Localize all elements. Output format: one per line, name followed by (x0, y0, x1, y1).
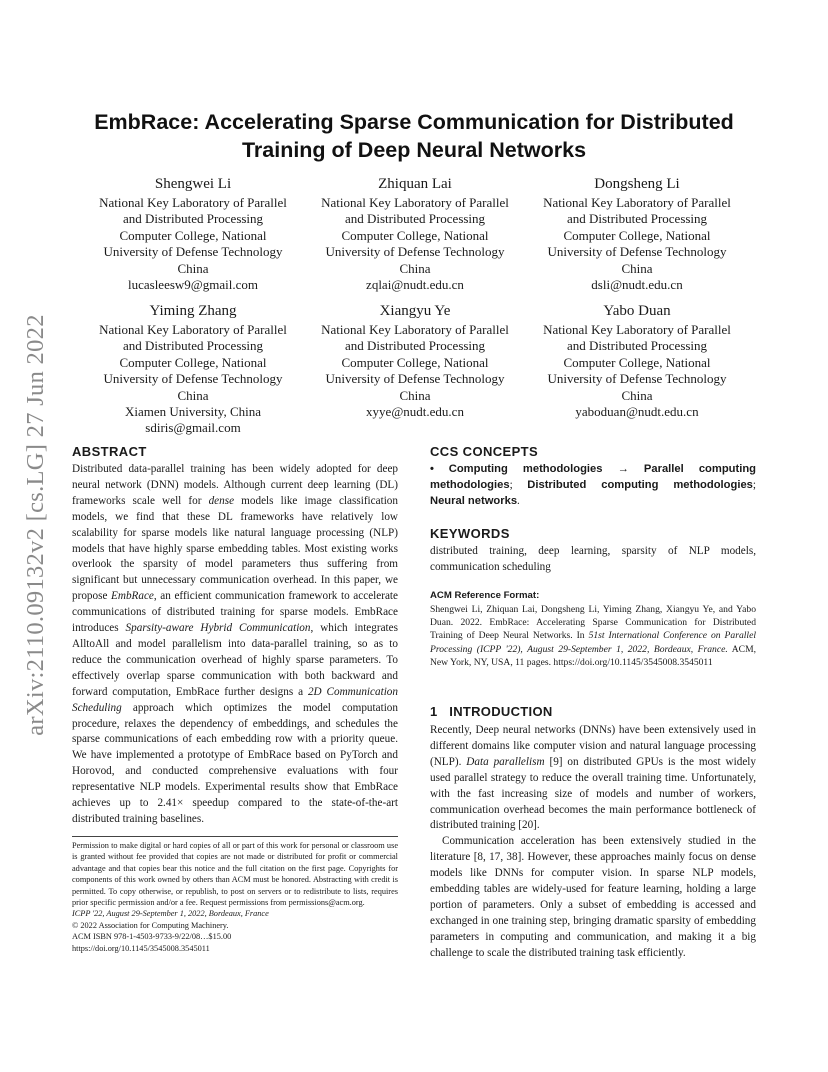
permission-notice: Permission to make digital or hard copies of all or part of this work for personal or classroom use is granted without fee provided that copies are not made or distributed for profit or commercial advantage and that copies bear this notice and the full citation on the first page. Copyrights for components of this work owned by others than ACM must be honored. Abstracting with credit is permitted. To copy otherwise, or republish, to post on servers or to redistribute to lists, requires prior specific permission and/or a fee. Request permissions from permissions@acm.org. ICPP '22, August 29-September 1, 2022, Bordeaux, France © 2022 Association for Computing Machinery. ACM ISBN 978-1-4503-9733-9/22/08…$15.00 https://doi.org/10.1145/3545008.3545011 (72, 841, 398, 953)
doi-link[interactable]: https://doi.org/10.1145/3545008.3545011 (72, 943, 210, 953)
italic-text: 2D Communication Scheduling (72, 685, 398, 714)
italic-text: Sparsity-aware Hybrid Communication (125, 622, 311, 635)
abstract-paragraph (72, 462, 398, 828)
author-name: Yabo Duan (603, 303, 671, 319)
text-run: models like image classification models, we find that these DL frameworks have relatively low scalability for sparse models like natural language processing (NLP) models that have highly sparse embedding tables. Most existing works overlook the sparsity of model parameters thus suffering from significant but unnecessary communication overhead. In this paper, we propose (72, 494, 398, 603)
text-run: Recently, Deep neural networks (DNNs) have been extensively used in different domains like computer vision and natural language processing (NLP). (430, 724, 756, 768)
author-block: Yabo Duan National Key Laboratory of Parallel and Distributed Processing Computer College, National University of Defense Technology China yaboduan@nudt.edu.cn (526, 301, 748, 420)
bold-text: Computing methodologies → Parallel computing methodologies (430, 463, 757, 491)
footnote-rule (72, 836, 398, 837)
keywords-text: distributed training, deep learning, sparsity of NLP models, communication scheduling (430, 545, 756, 573)
keywords-heading: KEYWORDS (430, 526, 510, 541)
isbn-line: ACM ISBN 978-1-4503-9733-9/22/08…$15.00 (72, 932, 232, 942)
text-run: ACM, New York, NY, USA, 11 pages. https://doi.org/10.1145/3545008.3545011 (430, 643, 756, 668)
text-run: Communication acceleration has been extensively studied in the literature [8, 17, 38]. However, these approaches mainly focus on dense models like DNNs for computer vision. In sparse NLP models, embedding tables are widely-used for feature learning, holding a large portion of parameters. Only a subset of embedding is accessed and exchanged in one training step, bringing dramatic sparsity of embedding parameters in computing and communication, and making it a big challenge to scale the distributed training task efficiently. (430, 835, 756, 959)
copyright-line: © 2022 Association for Computing Machinery. (72, 920, 229, 930)
venue-line: ICPP '22, August 29-September 1, 2022, Bordeaux, France (72, 909, 269, 919)
author-email[interactable]: yaboduan@nudt.edu.cn (575, 404, 699, 420)
author-email[interactable]: dsli@nudt.edu.cn (591, 277, 683, 293)
author-name: Zhiquan Lai (378, 176, 452, 192)
italic-text: dense (208, 494, 235, 507)
section-number: 1 (430, 704, 438, 719)
abstract-text (72, 462, 398, 828)
author-name: Shengwei Li (154, 176, 232, 192)
text-run: , which integrates AlltoAll and model parallelism into data-parallel training, so as to reduce the communication overhead of highly sparse parameters. To effectively overlap sparse communication with both backward and forward computation, EmbRace further designs a (72, 622, 398, 698)
text-run: [9] on distributed GPUs is the most widely used parallel strategy to reduce the overall training time. Unfortunately, with the fast increasing size of models and number of workers, communication overhead becomes the main performance bottleneck of distributed training [20]. (430, 755, 757, 832)
text-run: , an efficient communication framework to accelerate communications of distributed training for sparse models. EmbRace introduces (72, 590, 399, 635)
author-email[interactable]: xyye@nudt.edu.cn (366, 404, 464, 420)
bold-text: Neural networks (430, 494, 518, 507)
intro-paragraph (430, 723, 756, 834)
author-name: Xiangyu Ye (379, 303, 451, 319)
author-name: Dongsheng Li (594, 176, 680, 192)
author-email[interactable]: lucasleesw9@gmail.com (127, 277, 259, 293)
intro-text (430, 723, 756, 962)
ccs-text (430, 462, 756, 510)
abstract-heading: ABSTRACT (72, 444, 147, 459)
text-run: . (517, 494, 520, 507)
author-block: Zhiquan Lai National Key Laboratory of Parallel and Distributed Processing Computer College, National University of Defense Technology China zqlai@nudt.edu.cn (304, 174, 526, 293)
bold-text: Distributed computing methodologies (527, 478, 753, 491)
author-email[interactable]: sdiris@gmail.com (145, 420, 241, 436)
intro-heading (430, 704, 553, 719)
arxiv-stamp: arXiv:2110.09132v2 [cs.LG] 27 Jun 2022 (22, 314, 49, 736)
author-block: Dongsheng Li National Key Laboratory of Parallel and Distributed Processing Computer College, National University of Defense Technology China dsli@nudt.edu.cn (526, 174, 748, 293)
paper-title (80, 108, 748, 164)
text-run: Shengwei Li, Zhiquan Lai, Dongsheng Li, Yiming Zhang, Xiangyu Ye, and Yabo Duan. 2022. EmbRace: Accelerating Sparse Communication for Distributed Training of Deep Neural Networks. In (430, 604, 756, 642)
author-block: Xiangyu Ye National Key Laboratory of Parallel and Distributed Processing Computer College, National University of Defense Technology China xyye@nudt.edu.cn (304, 301, 526, 420)
author-email[interactable]: zqlai@nudt.edu.cn (366, 277, 464, 293)
text-run: ; (509, 478, 528, 491)
italic-text: Data parallelism (466, 755, 545, 768)
author-block: Yiming Zhang National Key Laboratory of Parallel and Distributed Processing Computer College, National University of Defense Technology China Xiamen University, China sdiris@gmail.com (82, 301, 304, 437)
title-line-2: Training of Deep Neural Networks (241, 138, 587, 162)
title-line-1: EmbRace: Accelerating Sparse Communication for Distributed (94, 110, 734, 134)
author-name: Yiming Zhang (149, 303, 237, 319)
ccs-heading: CCS CONCEPTS (430, 444, 539, 459)
author-block: Shengwei Li National Key Laboratory of Parallel and Distributed Processing Computer College, National University of Defense Technology China lucasleesw9@gmail.com (82, 174, 304, 293)
text-run: Distributed data-parallel training has been widely adopted for deep neural network (DNN) models. Although current deep learning (DL) frameworks scale well for (72, 463, 398, 507)
bullet: • (430, 463, 434, 475)
text-run: ; (752, 478, 756, 491)
section-title: INTRODUCTION (449, 704, 553, 719)
italic-text: EmbRace (111, 590, 154, 603)
acm-ref-heading: ACM Reference Format: (430, 590, 540, 601)
intro-paragraph (430, 834, 756, 961)
italic-text: 51st International Conference on Parallel Processing (ICPP '22), August 29-September 1, 2022, Bordeaux, France. (430, 630, 756, 655)
acm-reference (430, 603, 756, 669)
text-run: approach which optimizes the model computation procedure, relaxes the dependency of embeddings, and schedules the sparse communications of each embedding row with a priority queue. We have implemented a prototype of EmbRace based on PyTorch and Horovod, and conducted comprehensive evaluations with four representative NLP models. Experimental results show that EmbRace achieves up to 2.41× speedup compared to the state-of-the-art distributed training baselines. (72, 701, 398, 825)
